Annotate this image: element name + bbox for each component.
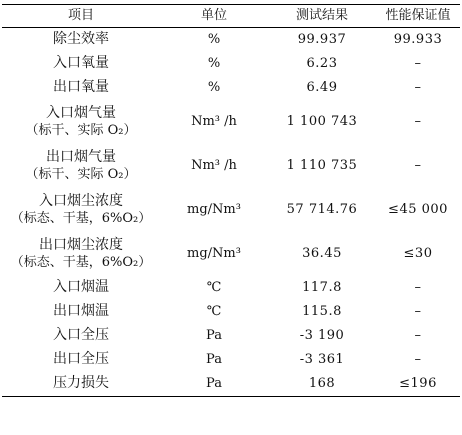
table-row [2, 28, 460, 53]
item-name: 出口氧量 [53, 79, 109, 96]
table-row [2, 100, 460, 144]
item-name: 出口烟尘浓度 [39, 237, 123, 254]
result-cell: 57 714.76 [286, 201, 358, 217]
item-cell [2, 144, 160, 188]
result-cell: 168 [308, 375, 336, 391]
item-name: 入口氧量 [53, 55, 109, 72]
result-cell: 1 100 743 [286, 113, 358, 129]
table-header [2, 5, 460, 28]
guarantee-cell: – [414, 55, 422, 71]
table-row [2, 144, 460, 188]
item-cell [2, 28, 160, 53]
result-cell: 1 110 735 [286, 157, 358, 173]
item-condition: （标干、实际 O₂） [25, 122, 137, 138]
guarantee-cell: – [414, 327, 422, 343]
guarantee-cell: – [414, 351, 422, 367]
item-cell [2, 232, 160, 276]
unit-cell: Nm³ /h [191, 113, 237, 129]
item-condition: （标态、干基，6%O₂） [10, 254, 152, 270]
result-cell: 6.49 [306, 79, 338, 95]
unit-cell: % [207, 31, 221, 47]
guarantee-cell: – [414, 113, 422, 129]
table-row [2, 232, 460, 276]
item-name: 入口烟尘浓度 [39, 193, 123, 210]
item-cell [2, 52, 160, 76]
unit-cell: Nm³ /h [191, 157, 237, 173]
unit-cell: Pa [206, 351, 222, 367]
guarantee-cell: – [414, 79, 422, 95]
table-row [2, 76, 460, 100]
item-cell [2, 348, 160, 372]
unit-cell: mg/Nm³ [187, 245, 241, 261]
guarantee-cell: – [414, 157, 422, 173]
guarantee-cell: – [414, 303, 422, 319]
item-cell [2, 276, 160, 300]
unit-cell: Pa [206, 375, 222, 391]
result-cell: 117.8 [302, 279, 342, 295]
guarantee-cell: 99.933 [393, 31, 443, 47]
item-name: 出口烟温 [53, 303, 109, 320]
item-cell [2, 300, 160, 324]
result-cell: -3 361 [299, 351, 345, 367]
table-row [2, 324, 460, 348]
guarantee-cell: ≤45 000 [388, 201, 448, 217]
item-condition: （标态、干基，6%O₂） [10, 210, 152, 226]
table-row [2, 52, 460, 76]
header-guarantee: 性能保证值 [385, 7, 451, 23]
item-name: 入口全压 [53, 327, 109, 344]
result-cell: 115.8 [302, 303, 342, 319]
result-cell: 99.937 [297, 31, 347, 47]
guarantee-cell: ≤30 [403, 245, 433, 261]
header-item: 项目 [67, 7, 94, 23]
item-cell [2, 324, 160, 348]
unit-cell: mg/Nm³ [187, 201, 241, 217]
table-row [2, 348, 460, 372]
result-cell: 6.23 [306, 55, 338, 71]
guarantee-cell: ≤196 [399, 375, 437, 391]
unit-cell: % [207, 55, 221, 71]
item-condition: （标干、实际 O₂） [25, 166, 137, 182]
guarantee-cell: – [414, 279, 422, 295]
result-cell: 36.45 [302, 245, 342, 261]
table-row [2, 372, 460, 397]
item-cell [2, 188, 160, 232]
table-row [2, 276, 460, 300]
header-row [2, 5, 460, 28]
item-name: 入口烟气量 [46, 105, 116, 122]
header-result: 测试结果 [295, 7, 348, 23]
item-name: 压力损失 [53, 375, 109, 392]
item-cell [2, 76, 160, 100]
performance-test-table [2, 4, 460, 397]
item-name: 入口烟温 [53, 279, 109, 296]
result-cell: -3 190 [299, 327, 345, 343]
table-row [2, 300, 460, 324]
item-name: 出口全压 [53, 351, 109, 368]
header-unit: 单位 [200, 7, 227, 23]
item-name: 出口烟气量 [46, 149, 116, 166]
unit-cell: Pa [206, 327, 222, 343]
table-row [2, 188, 460, 232]
table-body [2, 28, 460, 397]
unit-cell: ℃ [206, 303, 222, 319]
unit-cell: ℃ [206, 279, 222, 295]
item-cell [2, 372, 160, 397]
item-name: 除尘效率 [53, 31, 109, 48]
item-cell [2, 100, 160, 144]
unit-cell: % [207, 79, 221, 95]
